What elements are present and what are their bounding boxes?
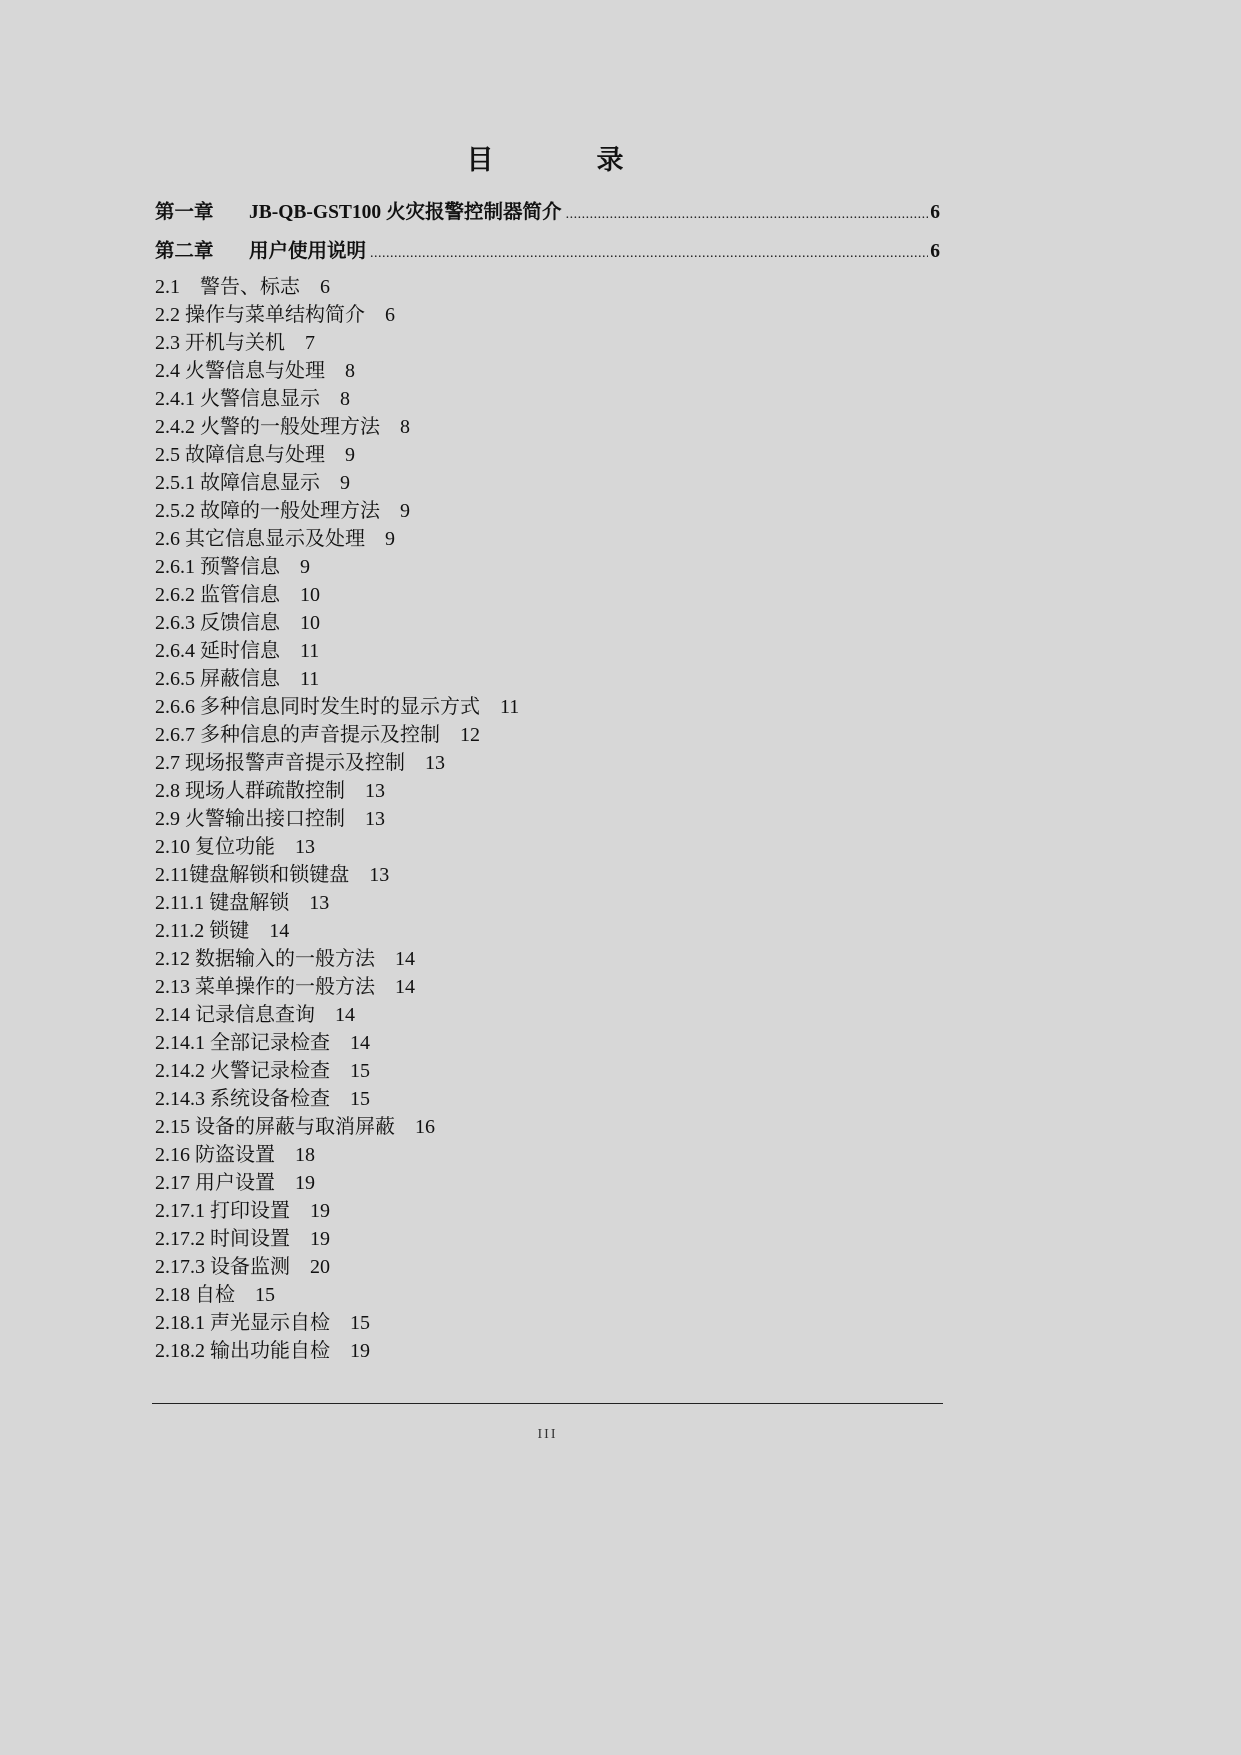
toc-entry-page: 10: [300, 584, 320, 606]
toc-entry-label: 2.6.2 监管信息: [155, 584, 280, 606]
toc-entry-label: 2.18.2 输出功能自检: [155, 1340, 330, 1362]
toc-entry[interactable]: [155, 441, 519, 469]
toc-entry-page: 14: [395, 976, 415, 998]
toc-entry[interactable]: [155, 721, 519, 749]
toc-entry[interactable]: [155, 889, 519, 917]
footer-page-number: III: [537, 1427, 558, 1442]
toc-entry[interactable]: [155, 861, 519, 889]
toc-entry[interactable]: [155, 609, 519, 637]
toc-entry-page: 13: [365, 780, 385, 802]
toc-entry-label: 2.10 复位功能: [155, 836, 275, 858]
toc-entry-page: 13: [295, 836, 315, 858]
toc-entry-page: 9: [345, 444, 355, 466]
toc-entry-page: 10: [300, 612, 320, 634]
toc-entry-label: 2.6 其它信息显示及处理: [155, 528, 365, 550]
toc-entry-label: 2.16 防盗设置: [155, 1144, 275, 1166]
toc-entry-page: 14: [335, 1004, 355, 1026]
toc-entry-page: 11: [300, 668, 320, 690]
toc-entry[interactable]: [155, 525, 519, 553]
toc-entry-page: 15: [350, 1060, 370, 1082]
toc-entry-page: 18: [295, 1144, 315, 1166]
toc-entry[interactable]: [155, 385, 519, 413]
toc-entry[interactable]: [155, 805, 519, 833]
toc-entry-page: 13: [309, 892, 330, 914]
toc-entry[interactable]: [155, 973, 519, 1001]
toc-entry-page: 19: [295, 1172, 315, 1194]
toc-entry-page: 12: [460, 724, 480, 746]
toc-entry[interactable]: [155, 917, 519, 945]
toc-entry[interactable]: [155, 1085, 519, 1113]
toc-entry-page: 20: [310, 1256, 330, 1278]
toc-entry[interactable]: [155, 1281, 519, 1309]
toc-entry-page: 11: [500, 696, 520, 718]
toc-entry-page: 9: [340, 472, 350, 494]
toc-entry[interactable]: [155, 1309, 519, 1337]
toc-entry-label: 2.6.1 预警信息: [155, 556, 280, 578]
toc-entry-page: 19: [310, 1228, 330, 1250]
toc-entry[interactable]: [155, 581, 519, 609]
toc-entry-page: 15: [350, 1312, 370, 1334]
toc-entry-label: 2.17.1 打印设置: [155, 1200, 290, 1222]
toc-entry[interactable]: [155, 497, 519, 525]
toc-entry-label: 2.6.3 反馈信息: [155, 612, 280, 634]
toc-entry-label: 2.7 现场报警声音提示及控制: [155, 752, 405, 774]
toc-entry-page: 13: [369, 864, 390, 886]
toc-entry[interactable]: [155, 301, 519, 329]
toc-entry-page: 14: [395, 948, 415, 970]
toc-entry-label: 2.6.7 多种信息的声音提示及控制: [155, 724, 440, 746]
toc-entry-label: 2.6.6 多种信息同时发生时的显示方式: [155, 696, 480, 718]
toc-entry-page: 7: [305, 332, 315, 354]
toc-entry-label: 2.13 菜单操作的一般方法: [155, 976, 375, 998]
toc-entry-label: 2.11.1 键盘解锁: [155, 892, 290, 914]
footer-divider: [152, 1403, 943, 1404]
chapter-title: JB-QB-GST100 火灾报警控制器简介: [249, 202, 562, 223]
toc-entry-label: 2.5.2 故障的一般处理方法: [155, 500, 380, 522]
toc-entry-label: 2.14.1 全部记录检查: [155, 1032, 330, 1054]
toc-list: [155, 273, 519, 1365]
toc-entry-label: 2.3 开机与关机: [155, 332, 285, 354]
toc-entry[interactable]: [155, 1197, 519, 1225]
toc-entry-page: 19: [350, 1340, 370, 1362]
toc-entry-page: 6: [385, 304, 395, 326]
toc-entry-label: 2.4.2 火警的一般处理方法: [155, 416, 380, 438]
toc-entry-label: 2.6.4 延时信息: [155, 640, 280, 662]
toc-entry-label: 2.17 用户设置: [155, 1172, 275, 1194]
toc-entry-page: 9: [300, 556, 310, 578]
toc-entry[interactable]: [155, 1225, 519, 1253]
toc-entry[interactable]: [155, 665, 519, 693]
toc-entry-label: 2.14 记录信息查询: [155, 1004, 315, 1026]
toc-entry-label: 2.1 警告、标志: [155, 276, 300, 298]
toc-chapter-2[interactable]: [155, 235, 940, 263]
toc-entry-page: 14: [269, 920, 290, 942]
toc-entry-label: 2.6.5 屏蔽信息: [155, 668, 280, 690]
toc-entry[interactable]: [155, 469, 519, 497]
toc-entry[interactable]: [155, 749, 519, 777]
toc-entry-label: 2.12 数据输入的一般方法: [155, 948, 375, 970]
toc-entry[interactable]: [155, 413, 519, 441]
toc-entry[interactable]: [155, 1253, 519, 1281]
toc-entry[interactable]: [155, 833, 519, 861]
toc-entry-label: 2.18 自检: [155, 1284, 235, 1306]
page-title: 目 录: [466, 145, 662, 175]
toc-entry-page: 15: [255, 1284, 275, 1306]
toc-entry-page: 8: [340, 388, 350, 410]
toc-entry-page: 8: [345, 360, 355, 382]
toc-entry[interactable]: [155, 693, 519, 721]
toc-entry-label: 2.5.1 故障信息显示: [155, 472, 320, 494]
toc-entry-label: 2.9 火警输出接口控制: [155, 808, 345, 830]
toc-entry[interactable]: [155, 329, 519, 357]
toc-entry-page: 6: [320, 276, 330, 298]
toc-entry[interactable]: [155, 1337, 519, 1365]
chapter-number: 第一章: [155, 202, 214, 223]
toc-entry-label: 2.18.1 声光显示自检: [155, 1312, 330, 1334]
toc-entry-label: 2.4.1 火警信息显示: [155, 388, 320, 410]
toc-entry-label: 2.15 设备的屏蔽与取消屏蔽: [155, 1116, 395, 1138]
toc-entry[interactable]: [155, 273, 519, 301]
toc-entry-label: 2.11.2 锁键: [155, 920, 250, 942]
chapter-title: 用户使用说明: [249, 241, 367, 262]
toc-entry[interactable]: [155, 1029, 519, 1057]
toc-entry[interactable]: [155, 777, 519, 805]
toc-chapter-1[interactable]: [155, 196, 940, 224]
dot-leader: [370, 246, 928, 262]
toc-entry-label: 2.11键盘解锁和锁键盘: [155, 864, 350, 886]
dot-leader: [566, 207, 929, 223]
chapter-page: 6: [930, 202, 940, 223]
toc-entry-label: 2.17.2 时间设置: [155, 1228, 290, 1250]
toc-entry-page: 14: [350, 1032, 370, 1054]
toc-entry[interactable]: [155, 1169, 519, 1197]
toc-entry-page: 15: [350, 1088, 370, 1110]
toc-entry-page: 8: [400, 416, 410, 438]
toc-entry-label: 2.14.2 火警记录检查: [155, 1060, 330, 1082]
toc-entry-label: 2.17.3 设备监测: [155, 1256, 290, 1278]
toc-entry-label: 2.8 现场人群疏散控制: [155, 780, 345, 802]
chapter-number: 第二章: [155, 241, 214, 262]
toc-entry-page: 9: [400, 500, 410, 522]
toc-entry[interactable]: [155, 1001, 519, 1029]
toc-entry-page: 13: [365, 808, 385, 830]
toc-entry-label: 2.2 操作与菜单结构简介: [155, 304, 365, 326]
toc-entry[interactable]: [155, 1113, 519, 1141]
toc-entry-label: 2.5 故障信息与处理: [155, 444, 325, 466]
toc-entry-page: 11: [300, 640, 320, 662]
toc-entry-label: 2.14.3 系统设备检查: [155, 1088, 330, 1110]
toc-entry[interactable]: [155, 637, 519, 665]
chapter-page: 6: [930, 241, 940, 262]
toc-entry-page: 19: [310, 1200, 330, 1222]
toc-entry[interactable]: [155, 945, 519, 973]
toc-entry[interactable]: [155, 357, 519, 385]
toc-entry[interactable]: [155, 1057, 519, 1085]
toc-entry[interactable]: [155, 553, 519, 581]
toc-entry-page: 9: [385, 528, 395, 550]
toc-entry-page: 16: [415, 1116, 435, 1138]
toc-entry[interactable]: [155, 1141, 519, 1169]
toc-entry-label: 2.4 火警信息与处理: [155, 360, 325, 382]
toc-entry-page: 13: [425, 752, 445, 774]
